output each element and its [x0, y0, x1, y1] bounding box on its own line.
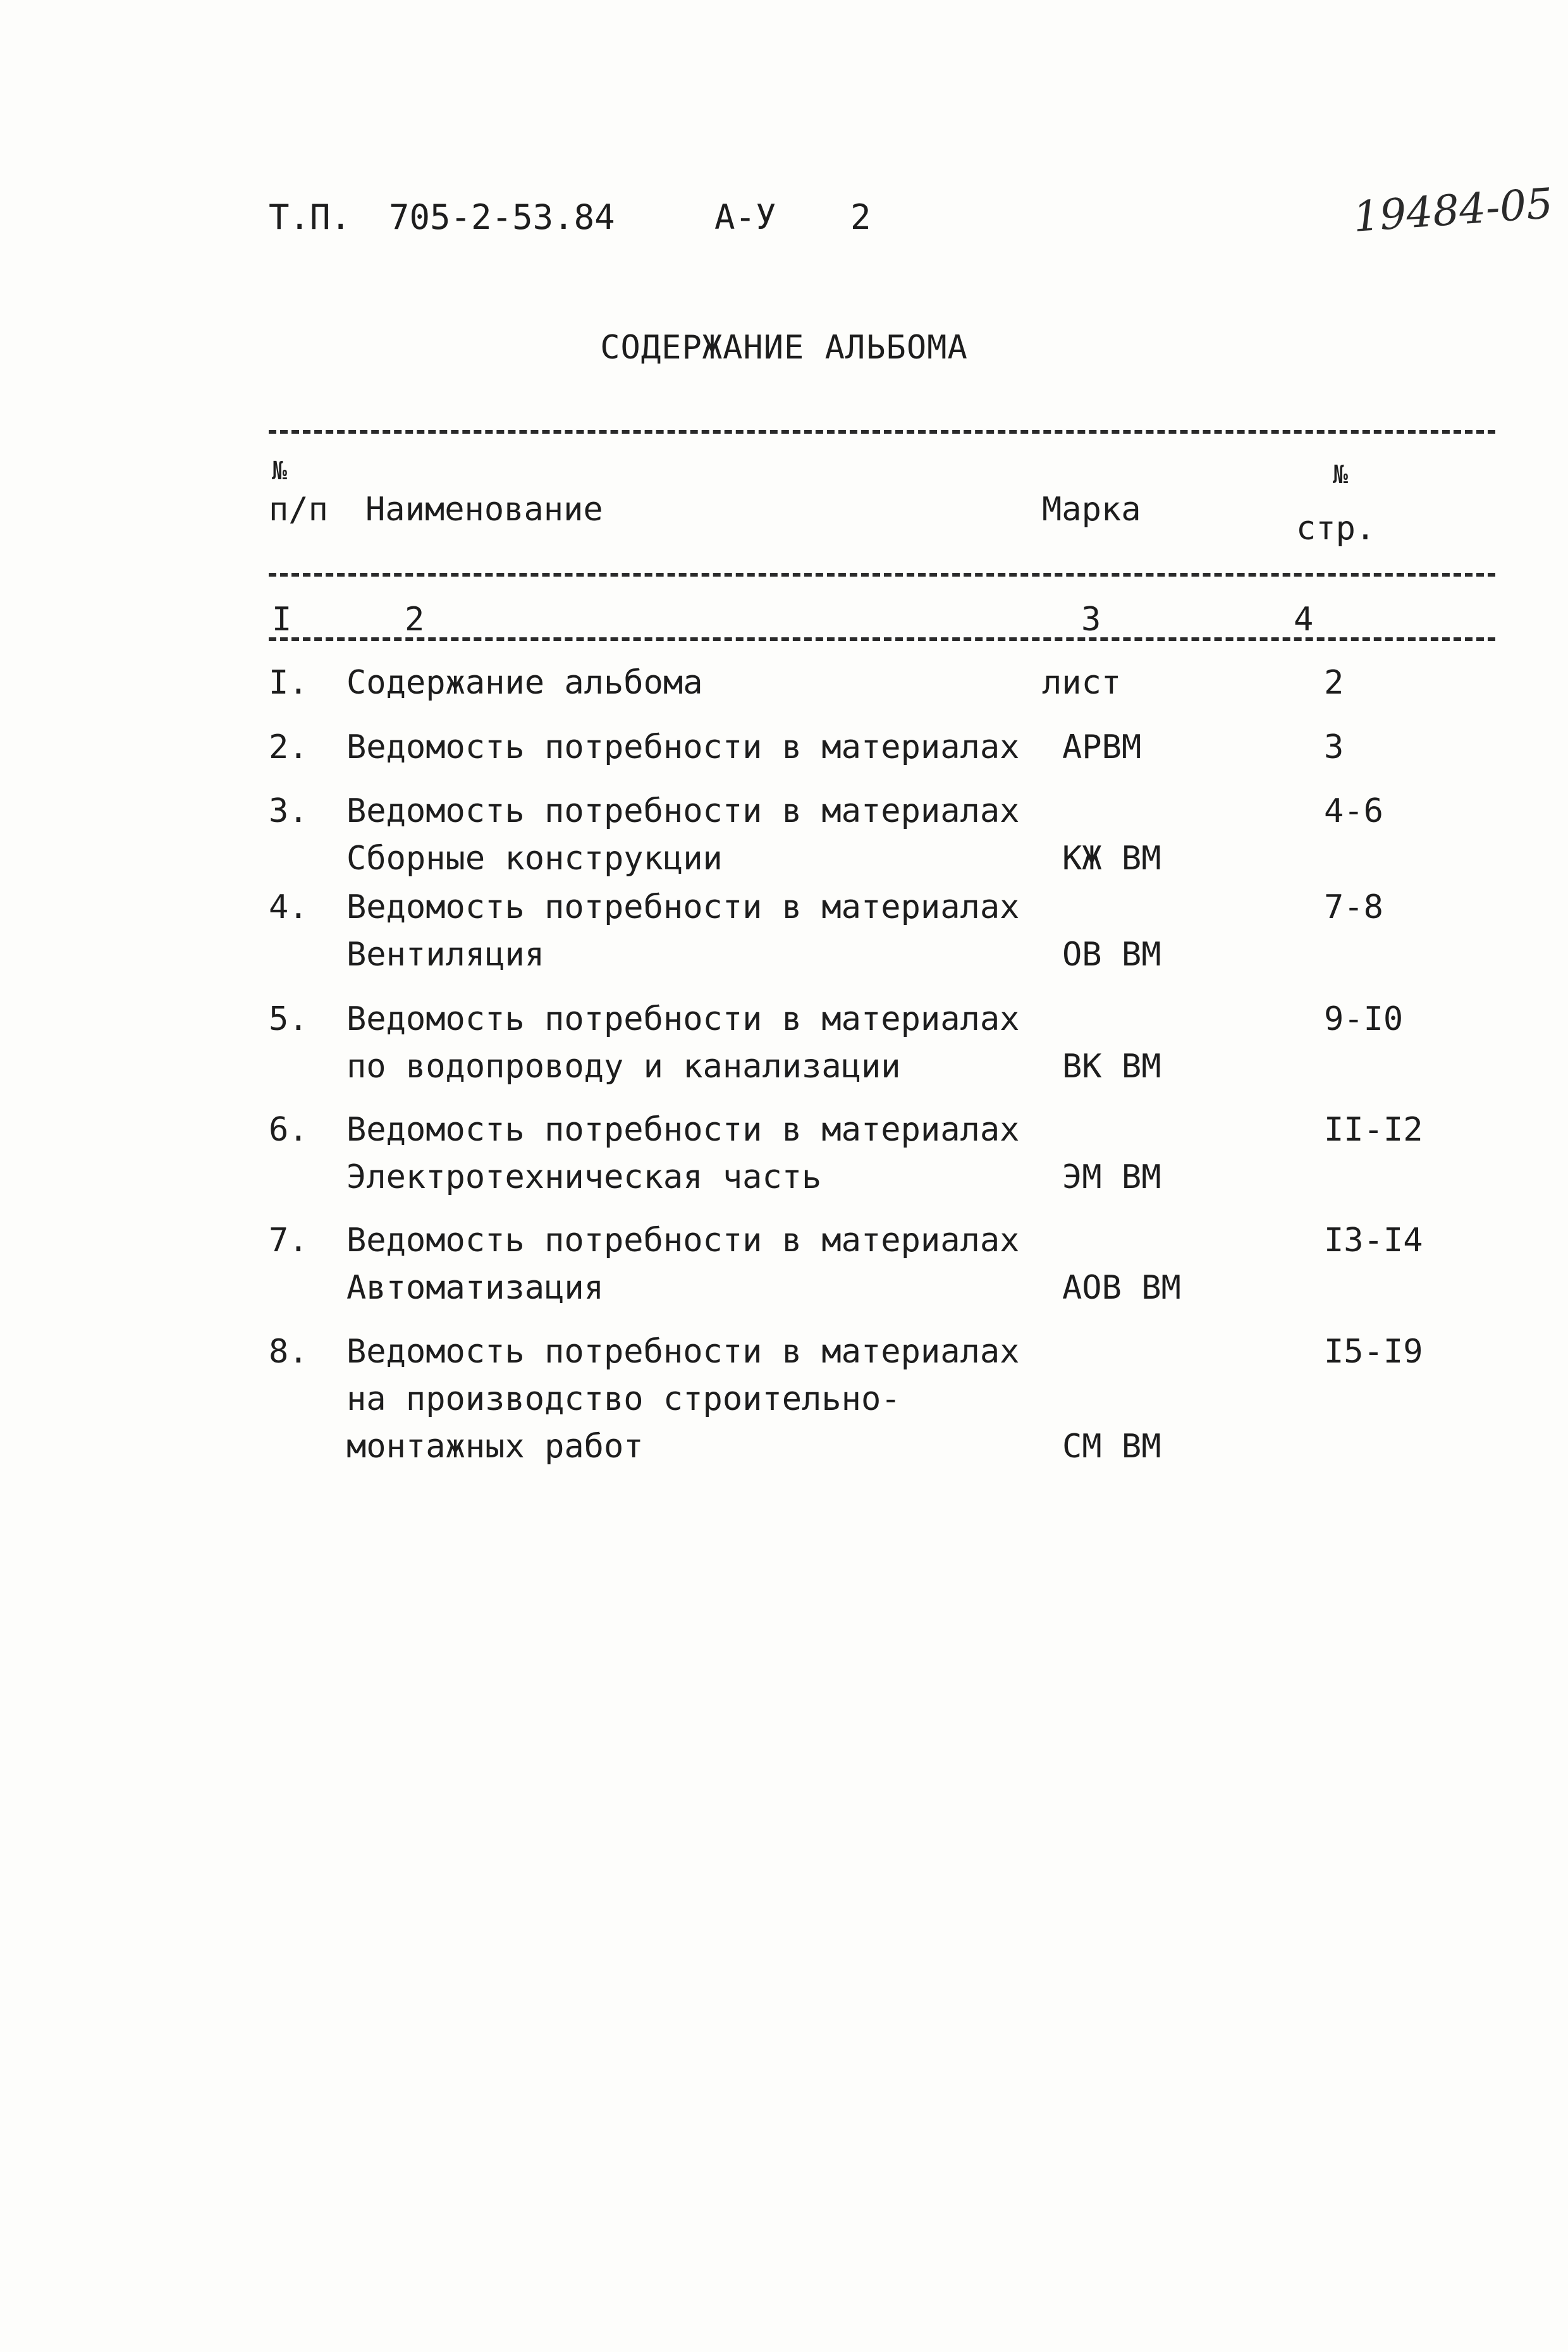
row-name-line: Электротехническая часть — [346, 1158, 822, 1196]
row-name-line: Ведомость потребности в материалах — [346, 888, 1020, 926]
row-name-line: на производство строительно- — [346, 1380, 901, 1418]
row-page: 9-I0 — [1324, 1000, 1404, 1038]
row-name-line: Ведомость потребности в материалах — [346, 1111, 1020, 1149]
row-name-line: Сборные конструкции — [346, 840, 723, 878]
row-name-line: Содержание альбома — [346, 664, 703, 702]
col-number-4: 4 — [1294, 601, 1314, 639]
row-page: I3-I4 — [1324, 1222, 1423, 1259]
row-mark: АОВ ВМ — [1062, 1269, 1181, 1307]
row-number: 8. — [269, 1333, 309, 1371]
col-number-2: 2 — [405, 601, 425, 639]
row-page: I5-I9 — [1324, 1333, 1423, 1371]
row-page: 4-6 — [1324, 792, 1383, 830]
col-number-3: 3 — [1081, 601, 1101, 639]
doc-code: 705-2-53.84 — [389, 197, 615, 237]
page-symbol: № — [1333, 460, 1349, 489]
row-page: II-I2 — [1324, 1111, 1423, 1149]
row-mark: ОВ ВМ — [1062, 936, 1161, 974]
row-number: I. — [269, 664, 309, 702]
row-mark: КЖ ВМ — [1062, 840, 1161, 878]
row-number: 5. — [269, 1000, 309, 1038]
row-number: 3. — [269, 792, 309, 830]
col-number-1: I — [272, 601, 292, 639]
row-mark: ЭМ ВМ — [1062, 1158, 1161, 1196]
row-name-line: Ведомость потребности в материалах — [346, 1333, 1020, 1371]
row-name-line: Ведомость потребности в материалах — [346, 728, 1020, 766]
row-name-line: Ведомость потребности в материалах — [346, 792, 1020, 830]
header-bottom-rule — [269, 573, 1495, 577]
doc-series: А-У — [714, 197, 776, 237]
page-title: СОДЕРЖАНИЕ АЛЬБОМА — [600, 329, 968, 367]
row-name-line: Ведомость потребности в материалах — [346, 1222, 1020, 1259]
handwritten-number: 19484-05 — [1351, 179, 1555, 242]
doc-prefix: Т.П. — [269, 197, 352, 237]
header-page: стр. — [1296, 510, 1376, 548]
row-number: 7. — [269, 1222, 309, 1259]
row-name-line: Ведомость потребности в материалах — [346, 1000, 1020, 1038]
page-number: 2 — [850, 197, 871, 237]
row-number: 4. — [269, 888, 309, 926]
header-name: Наименование — [365, 491, 603, 529]
row-mark: АРВМ — [1062, 728, 1142, 766]
row-page: 3 — [1324, 728, 1344, 766]
header-mark: Марка — [1042, 491, 1141, 529]
row-page: 2 — [1324, 664, 1344, 702]
row-page: 7-8 — [1324, 888, 1383, 926]
row-mark: ВК ВМ — [1062, 1048, 1161, 1086]
row-mark: СМ ВМ — [1062, 1428, 1161, 1466]
row-number: 6. — [269, 1111, 309, 1149]
row-name-line: монтажных работ — [346, 1428, 644, 1466]
table-top-rule — [269, 430, 1495, 434]
row-number: 2. — [269, 728, 309, 766]
row-name-line: по водопроводу и канализации — [346, 1048, 901, 1086]
row-mark: лист — [1042, 664, 1122, 702]
num-symbol: № — [272, 456, 288, 486]
row-name-line: Вентиляция — [346, 936, 545, 974]
row-name-line: Автоматизация — [346, 1269, 604, 1307]
header-num: п/п — [269, 491, 328, 529]
